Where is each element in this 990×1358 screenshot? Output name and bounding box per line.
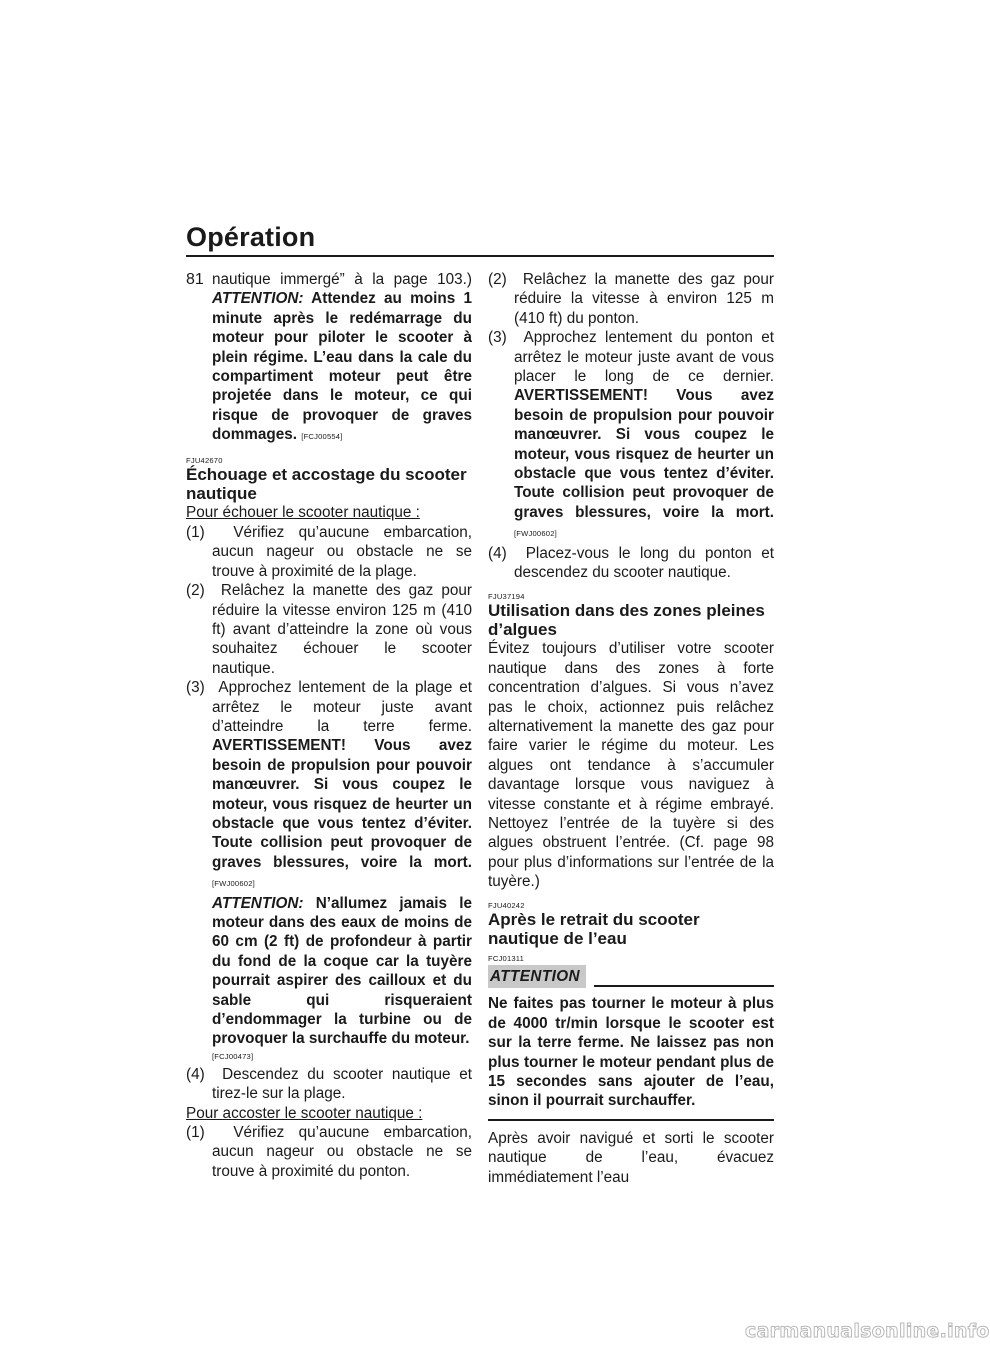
list-text: Approchez lentement du ponton et arrêtez le moteur juste avant de vous placer le long de ce dernier. <box>514 329 774 386</box>
watermark <box>745 1320 990 1350</box>
section-code: FJU37194 <box>488 591 525 601</box>
list-number: (3) <box>488 329 507 347</box>
page-number: 81 <box>186 271 204 288</box>
final-paragraph: Après avoir navigué et sorti le scooter nautique de l’eau, évacuez immédiatement l’eau <box>488 1129 774 1186</box>
attention-code-line <box>186 1052 472 1061</box>
list-item <box>186 1123 472 1181</box>
attention-header <box>488 965 774 988</box>
section-code: FJU42670 <box>186 455 223 465</box>
attention-paragraph <box>186 894 472 1049</box>
watermark-text: carmanualsonline.info <box>745 1320 990 1342</box>
section-heading: Échouage et accostage du scooter nautique <box>186 464 467 504</box>
list-item <box>186 678 472 893</box>
continued-text <box>186 270 472 447</box>
warning-code: [FWJ00602] <box>212 879 255 889</box>
section-code: FJU40242 <box>488 900 525 910</box>
warning-text: AVERTISSEMENT! Vous avez besoin de propulsion pour pouvoir manœuvrer. Si vous coupez le moteur, vous risquez de heurter un obstacle que vous tentez d’éviter. Toute collision peut provoquer de graves blessures, voire la mort. <box>514 387 774 521</box>
list-text: Approchez lentement de la plage et arrêtez le moteur juste avant d’atteindre la terre ferme. <box>212 679 473 735</box>
list-number: (4) <box>488 544 507 562</box>
section-heading: Utilisation dans des zones pleines d’algues <box>488 600 765 639</box>
dock-intro: Pour accoster le scooter nautique : <box>186 1104 423 1122</box>
list-number: (1) <box>186 523 205 541</box>
page-header <box>186 221 774 253</box>
attention-label: ATTENTION: <box>212 290 304 308</box>
page-title: Opération <box>186 222 316 252</box>
attention-text: N’allumez jamais le moteur dans des eaux de moins de 60 cm (2 ft) de profondeur à partir du fond de la coque car la tuyère pourrait aspirer des cailloux et du sable qui risqueraient d’endommager la turbine ou de provoquer la surchauffe du moteur. <box>212 894 472 1048</box>
list-item <box>488 270 774 328</box>
attention-code: [FCJ00473] <box>212 1051 254 1061</box>
list-text: Vérifiez qu’aucune embarcation, aucun nageur ou obstacle ne se trouve à proximité de la plage. <box>212 523 472 580</box>
list-number: (3) <box>186 679 205 697</box>
warning-code: [FWJ00602] <box>514 529 557 539</box>
attention-end-rule <box>488 1119 774 1121</box>
list-text: Descendez du scooter nautique et tirez-le sur la plage. <box>212 1065 472 1103</box>
beach-intro: Pour échouer le scooter nautique : <box>186 504 420 522</box>
attention-code: FCJ01311 <box>488 954 525 964</box>
attention-code: [FCJ00554] <box>301 432 343 442</box>
attention-label: ATTENTION <box>488 965 586 988</box>
attention-box <box>488 965 774 1120</box>
right-column <box>488 270 774 1187</box>
list-number: (1) <box>186 1124 205 1142</box>
attention-body: Ne faites pas tourner le moteur à plus de 4000 tr/min lorsque le scooter est sur la terre ferme. Ne laissez pas non plus tourner le moteur pendant plus de 15 secondes sans ajouter de l’eau, sinon il pourrait surchauffer. <box>488 995 774 1110</box>
list-item <box>186 581 472 678</box>
header-rule <box>186 255 774 257</box>
list-text: Relâchez la manette des gaz pour réduire la vitesse environ 125 m (410 ft) avant d’atteindre la zone où vous souhaitez échouer le scooter nautique. <box>212 582 472 677</box>
list-item <box>488 544 774 583</box>
list-text: Relâchez la manette des gaz pour réduire la vitesse à environ 125 m (410 ft) du ponton. <box>514 271 774 327</box>
list-item <box>186 1065 472 1104</box>
list-text: Placez-vous le long du ponton et descendez du scooter nautique. <box>514 544 774 582</box>
list-number: (2) <box>488 271 507 288</box>
section-body: Évitez toujours d’utiliser votre scooter nautique dans des zones à forte concentration d’algues. Si vous n’avez pas le choix, actionnez puis relâchez alternativement la manette des gaz pour faire varier le régime du moteur. Les algues ont tendance à s’accumuler davantage lorsque vous naviguez à vitesse constante et à régime embrayé. Nettoyez l’entrée de la tuyère si des algues obstruent l’entrée. (Cf. page 98 pour plus d’informations sur l’entrée de la tuyère.) <box>488 640 774 891</box>
continued-text-body: nautique immergé” à la page 103.) <box>212 271 472 288</box>
attention-rule <box>594 985 774 987</box>
list-item <box>488 328 774 543</box>
list-number: (4) <box>186 1065 205 1083</box>
section-heading: Après le retrait du scooter nautique de l’eau <box>488 909 700 948</box>
list-item <box>186 523 472 581</box>
warning-text: AVERTISSEMENT! Vous avez besoin de propulsion pour pouvoir manœuvrer. Si vous coupez le moteur, vous risquez de heurter un obstacle que vous tentez d’éviter. Toute collision peut provoquer de graves blessures, voire la mort. <box>212 737 472 871</box>
left-column <box>186 270 472 1181</box>
list-number: (2) <box>186 582 205 600</box>
attention-text: Attendez au moins 1 minute après le redémarrage du moteur pour piloter le scooter à plein régime. L’eau dans la cale du compartiment moteur peut être projetée dans le moteur, ce qui risque de provoquer de graves dommages. <box>212 290 472 444</box>
list-text: Vérifiez qu’aucune embarcation, aucun nageur ou obstacle ne se trouve à proximité du ponton. <box>212 1124 472 1180</box>
attention-label: ATTENTION: <box>212 894 304 912</box>
